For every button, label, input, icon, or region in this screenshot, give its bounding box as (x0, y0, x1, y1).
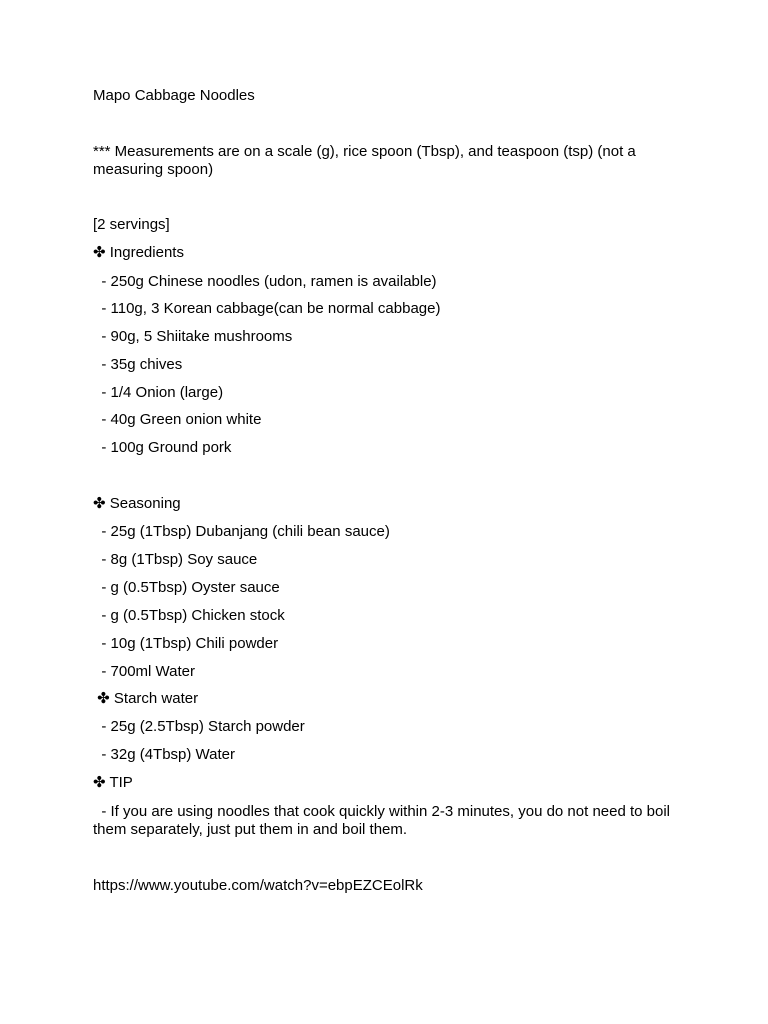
servings-text: [2 servings] (93, 216, 170, 233)
starch-water-item: - 25g (2.5Tbsp) Starch powder (93, 718, 305, 735)
seasoning-item: - 10g (1Tbsp) Chili powder (93, 635, 279, 652)
ingredient-item: - 110g, 3 Korean cabbage(can be normal cabbage) (93, 300, 441, 317)
starch-water-heading: ✤ Starch water (93, 690, 199, 707)
seasoning-item: - g (0.5Tbsp) Oyster sauce (93, 579, 280, 596)
starch-water-item: - 32g (4Tbsp) Water (93, 746, 235, 763)
ingredient-item: - 1/4 Onion (large) (93, 384, 224, 401)
seasoning-item: - 8g (1Tbsp) Soy sauce (93, 551, 258, 568)
ingredient-item: - 40g Green onion white (93, 411, 262, 428)
tip-text: - If you are using noodles that cook quickly within 2-3 minutes, you do not need to boil them separately, just put them in and boil them. (93, 803, 675, 838)
ingredients-heading: ✤ Ingredients (93, 244, 184, 261)
ingredient-item: - 100g Ground pork (93, 439, 232, 456)
seasoning-item: - 25g (1Tbsp) Dubanjang (chili bean sauce) (93, 523, 390, 540)
tip-heading: ✤ TIP (93, 774, 133, 791)
youtube-link-text: https://www.youtube.com/watch?v=ebpEZCEolRk (93, 877, 423, 894)
seasoning-item: - g (0.5Tbsp) Chicken stock (93, 607, 285, 624)
seasoning-item: - 700ml Water (93, 663, 195, 680)
seasoning-heading: ✤ Seasoning (93, 495, 181, 512)
ingredient-item: - 35g chives (93, 356, 183, 373)
measurement-note: *** Measurements are on a scale (g), rice spoon (Tbsp), and teaspoon (tsp) (not a measuring spoon) (93, 143, 640, 178)
document-title: Mapo Cabbage Noodles (93, 87, 255, 104)
ingredient-item: - 90g, 5 Shiitake mushrooms (93, 328, 293, 345)
ingredient-item: - 250g Chinese noodles (udon, ramen is available) (93, 273, 437, 290)
